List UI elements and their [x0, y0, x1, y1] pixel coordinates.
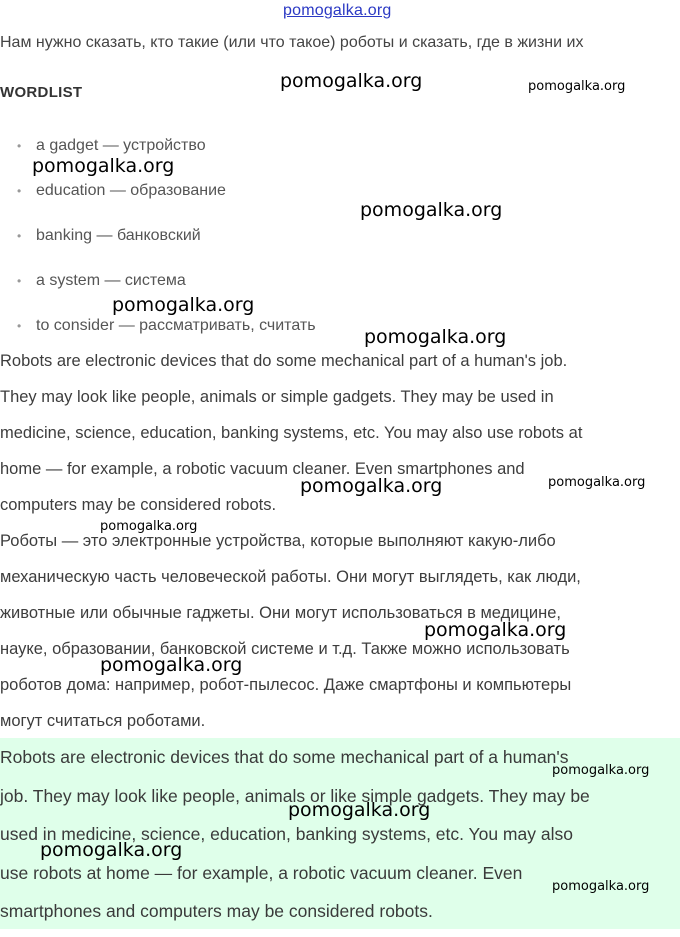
paragraph-line: науке, образовании, банковской системе и т.д. Также можно использовать — [0, 640, 570, 658]
wordlist-item: • a gadget — устройство — [0, 134, 316, 179]
watermark: pomogalka.org — [40, 839, 183, 861]
wordlist-title: WORDLIST — [0, 84, 83, 101]
watermark: pomogalka.org — [360, 199, 503, 221]
paragraph-line: Роботы — это электронные устройства, которые выполняют какую-либо — [0, 532, 556, 550]
answer-line: smartphones and computers may be considered robots. — [0, 901, 433, 921]
watermark: pomogalka.org — [100, 654, 243, 676]
answer-line: use robots at home — for example, a robotic vacuum cleaner. Even — [0, 862, 523, 883]
english-paragraph — [0, 349, 680, 529]
watermark: pomogalka.org — [424, 619, 567, 641]
paragraph-line: home — for example, a robotic vacuum cleaner. Even smartphones and — [0, 460, 525, 478]
task-question: Нам нужно сказать, кто такие (или что такое) роботы и сказать, где в жизни их — [0, 34, 584, 51]
answer-line: used in medicine, science, education, banking systems, etc. You may also — [0, 824, 573, 844]
paragraph-line: They may look like people, animals or simple gadgets. They may be used in — [0, 388, 554, 406]
watermark: pomogalka.org — [364, 326, 507, 348]
paragraph-line: могут считаться роботами. — [0, 712, 206, 730]
russian-paragraph — [0, 529, 680, 745]
header-site-link[interactable]: pomogalka.org — [283, 2, 392, 19]
watermark: pomogalka.org — [280, 70, 423, 92]
paragraph-line: животные или обычные гаджеты. Они могут использоваться в медицине, — [0, 604, 561, 622]
watermark: pomogalka.org — [528, 79, 626, 94]
paragraph-line: medicine, science, education, banking systems, etc. You may also use robots at — [0, 424, 583, 442]
watermark: pomogalka.org — [300, 475, 443, 497]
watermark: pomogalka.org — [32, 155, 175, 177]
paragraph-line: механическую часть человеческой работы. Они могут выглядеть, как люди, — [0, 568, 581, 586]
paragraph-line: роботов дома: например, робот-пылесос. Даже смартфоны и компьютеры — [0, 676, 572, 694]
watermark: pomogalka.org — [112, 294, 255, 316]
wordlist-item: • a system — система — [0, 269, 316, 314]
paragraph-line: computers may be considered robots. — [0, 496, 277, 514]
watermark: pomogalka.org — [100, 519, 198, 534]
watermark: pomogalka.org — [288, 799, 431, 821]
answer-line: Robots are electronic devices that do some mechanical part of a human's — [0, 747, 569, 767]
watermark: pomogalka.org — [548, 475, 646, 490]
paragraph-line: Robots are electronic devices that do some mechanical part of a human's job. — [0, 352, 568, 370]
watermark: pomogalka.org — [552, 879, 650, 894]
watermark: pomogalka.org — [552, 763, 650, 778]
wordlist-item: • to consider — рассматривать, считать — [0, 314, 316, 359]
wordlist-item: • banking — банковский — [0, 224, 316, 269]
wordlist-item: • education — образование — [0, 179, 316, 224]
answer-line: job. They may look like people, animals or like simple gadgets. They may be — [0, 785, 590, 806]
